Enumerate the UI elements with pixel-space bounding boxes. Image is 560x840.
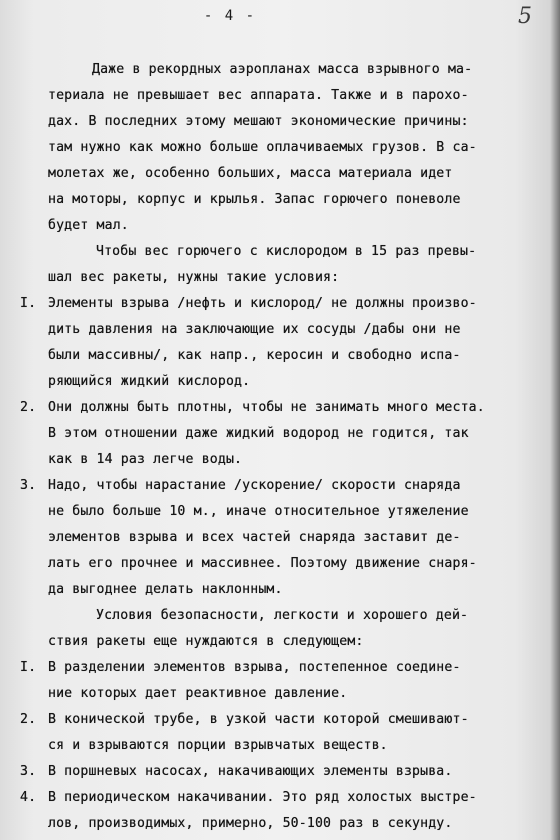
text-line: молетах же, особенно больших, масса материала идет: [48, 166, 453, 181]
text-line: да выгоднее делать наклонным.: [48, 582, 283, 597]
text-line: ряющийся жидкий кислород.: [48, 374, 251, 389]
text-line: В конической трубе, в узкой части которой смешивают-: [48, 712, 469, 727]
page-edge-shadow: [550, 0, 560, 840]
text-line: В этом отношении даже жидкий водород не годится, так: [48, 426, 469, 441]
text-line: ствия ракеты еще нуждаются в следующем:: [48, 634, 364, 649]
handwritten-page-mark: 5: [518, 4, 532, 29]
list-number: 3.: [20, 478, 37, 493]
list-number: I.: [20, 660, 37, 675]
page-number: - 4 -: [203, 8, 257, 24]
text-line: Элементы взрыва /нефть и кислород/ не должны произво-: [48, 296, 477, 311]
text-line: териала не превышает вес аппарата. Также и в парохо-: [48, 88, 469, 103]
list-number: 2.: [20, 712, 37, 727]
text-line: были массивны/, как напр., керосин и свободно испа-: [48, 348, 461, 363]
text-line: В поршневых насосах, накачивающих элементы взрыва.: [48, 764, 453, 779]
text-line: шал вес ракеты, нужны такие условия:: [48, 270, 340, 285]
text-line: лов, производимых, примерно, 50-100 раз в секунду.: [48, 816, 453, 831]
text-line: дах. В последних этому мешают экономические причины:: [48, 114, 469, 129]
text-line: как в 14 раз легче воды.: [48, 452, 243, 467]
list-number: 3.: [20, 764, 37, 779]
text-line: Условия безопасности, легкости и хорошего дей-: [96, 608, 469, 623]
text-line: Даже в рекордных аэропланах масса взрывного ма-: [92, 62, 473, 77]
list-number: 2.: [20, 400, 37, 415]
text-line: ние которых дает реактивное давление.: [48, 686, 348, 701]
text-line: дить давления на заключающие их сосуды /дабы они не: [48, 322, 461, 337]
list-number: 4.: [20, 790, 37, 805]
text-line: там нужно как можно больше оплачиваемых грузов. В са-: [48, 140, 477, 155]
text-line: на моторы, корпус и крылья. Запас горючего поневоле: [48, 192, 461, 207]
text-line: ся и взрываются порции взрывчатых веществ.: [48, 738, 388, 753]
text-line: лать его прочнее и массивнее. Поэтому движение снаря-: [48, 556, 477, 571]
text-line: Чтобы вес горючего с кислородом в 15 раз превы-: [96, 244, 477, 259]
text-line: В периодическом накачивании. Это ряд холостых выстре-: [48, 790, 477, 805]
text-line: Они должны быть плотны, чтобы не занимать много места.: [48, 400, 485, 415]
text-line: Надо, чтобы нарастание /ускорение/ скорости снаряда: [48, 478, 461, 493]
text-line: элементов взрыва и всех частей снаряда заставит де-: [48, 530, 461, 545]
text-line: будет мал.: [48, 218, 129, 233]
text-line: не было больше 10 м., иначе относительное утяжеление: [48, 504, 469, 519]
text-line: В разделении элементов взрыва, постепенное соедине-: [48, 660, 461, 675]
list-number: I.: [20, 296, 37, 311]
